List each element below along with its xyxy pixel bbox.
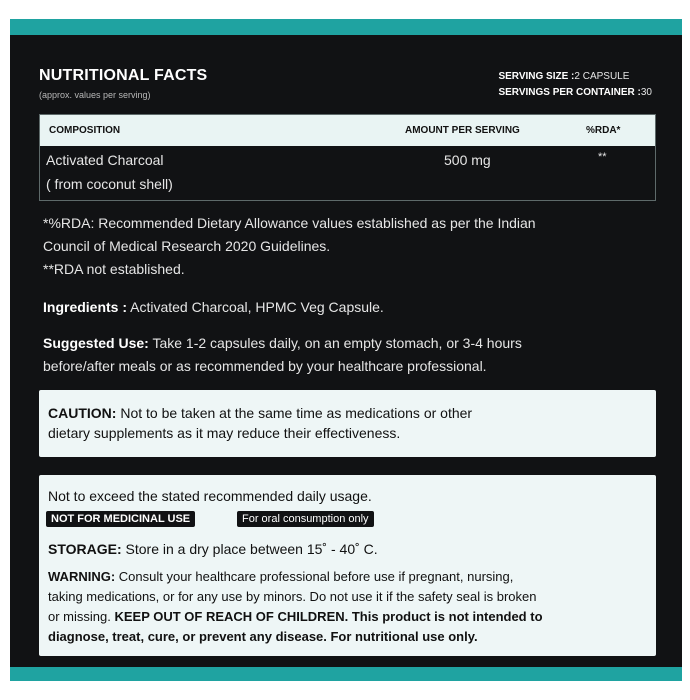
- ingredients-text: Activated Charcoal, HPMC Veg Capsule.: [127, 299, 384, 315]
- ingredients: [43, 296, 668, 319]
- composition-table: [39, 114, 656, 201]
- warning-bold3: KEEP OUT OF REACH OF CHILDREN. This product is not intended to: [114, 609, 543, 624]
- caution-label: CAUTION:: [48, 405, 117, 421]
- suggested-use-text1: Take 1-2 capsules daily, on an empty stomach, or 3-4 hours: [148, 335, 522, 351]
- warning-bold4: diagnose, treat, cure, or prevent any disease. For nutritional use only.: [48, 629, 478, 644]
- suggested-use-label: Suggested Use:: [43, 335, 149, 351]
- serving-size-value: 2 CAPSULE: [574, 71, 630, 82]
- rda-note-line1: *%RDA: Recommended Dietary Allowance values established as per the Indian: [43, 215, 536, 231]
- caution-text2: dietary supplements as it may reduce their effectiveness.: [48, 425, 401, 441]
- top-accent-bar: [10, 19, 682, 35]
- header-composition: COMPOSITION: [49, 125, 121, 136]
- warning-text2: taking medications, or for any use by minors. Do not use it if the safety seal is broken: [48, 589, 537, 604]
- amount-value: 500 mg: [444, 152, 491, 168]
- composition-name: Activated Charcoal: [46, 152, 164, 168]
- notice-box: [39, 475, 656, 656]
- nutrition-panel: [10, 35, 682, 667]
- rda-notes: [43, 212, 668, 281]
- storage-label: STORAGE:: [48, 541, 122, 557]
- caution-text1: Not to be taken at the same time as medications or other: [116, 405, 473, 421]
- bottom-accent-bar: [10, 667, 682, 681]
- header-amount: AMOUNT PER SERVING: [405, 125, 520, 136]
- panel-title: NUTRITIONAL FACTS: [39, 67, 208, 84]
- header-rda: %RDA*: [586, 125, 621, 136]
- rda-note-line2: Council of Medical Research 2020 Guidelines.: [43, 238, 331, 254]
- caution-box: [39, 390, 656, 457]
- servings-label: SERVINGS PER CONTAINER :: [498, 87, 641, 98]
- oral-consumption-badge: For oral consumption only: [237, 511, 374, 527]
- suggested-use-text2: before/after meals or as recommended by your healthcare professional.: [43, 358, 487, 374]
- ingredients-label: Ingredients :: [43, 299, 128, 315]
- storage-text: Store in a dry place between 15˚ - 40˚ C.: [121, 541, 378, 557]
- warning-label: WARNING:: [48, 569, 116, 584]
- table-header: [40, 115, 655, 146]
- suggested-use: [43, 332, 668, 378]
- warning-text3: or missing.: [48, 609, 115, 624]
- panel-subtitle: (approx. values per serving): [39, 90, 151, 100]
- not-medicinal-badge: NOT FOR MEDICINAL USE: [46, 511, 195, 527]
- warning-text1: Consult your healthcare professional before use if pregnant, nursing,: [115, 569, 514, 584]
- warning-info: [48, 567, 648, 647]
- servings-value: 30: [640, 87, 652, 98]
- rda-note-line3: **RDA not established.: [43, 261, 185, 277]
- storage-info: [48, 541, 378, 557]
- serving-size-label: SERVING SIZE :: [498, 71, 575, 82]
- daily-usage-note: Not to exceed the stated recommended daily usage.: [48, 488, 372, 504]
- serving-info: [498, 69, 652, 101]
- rda-value: **: [598, 151, 607, 163]
- composition-note: ( from coconut shell): [46, 176, 173, 192]
